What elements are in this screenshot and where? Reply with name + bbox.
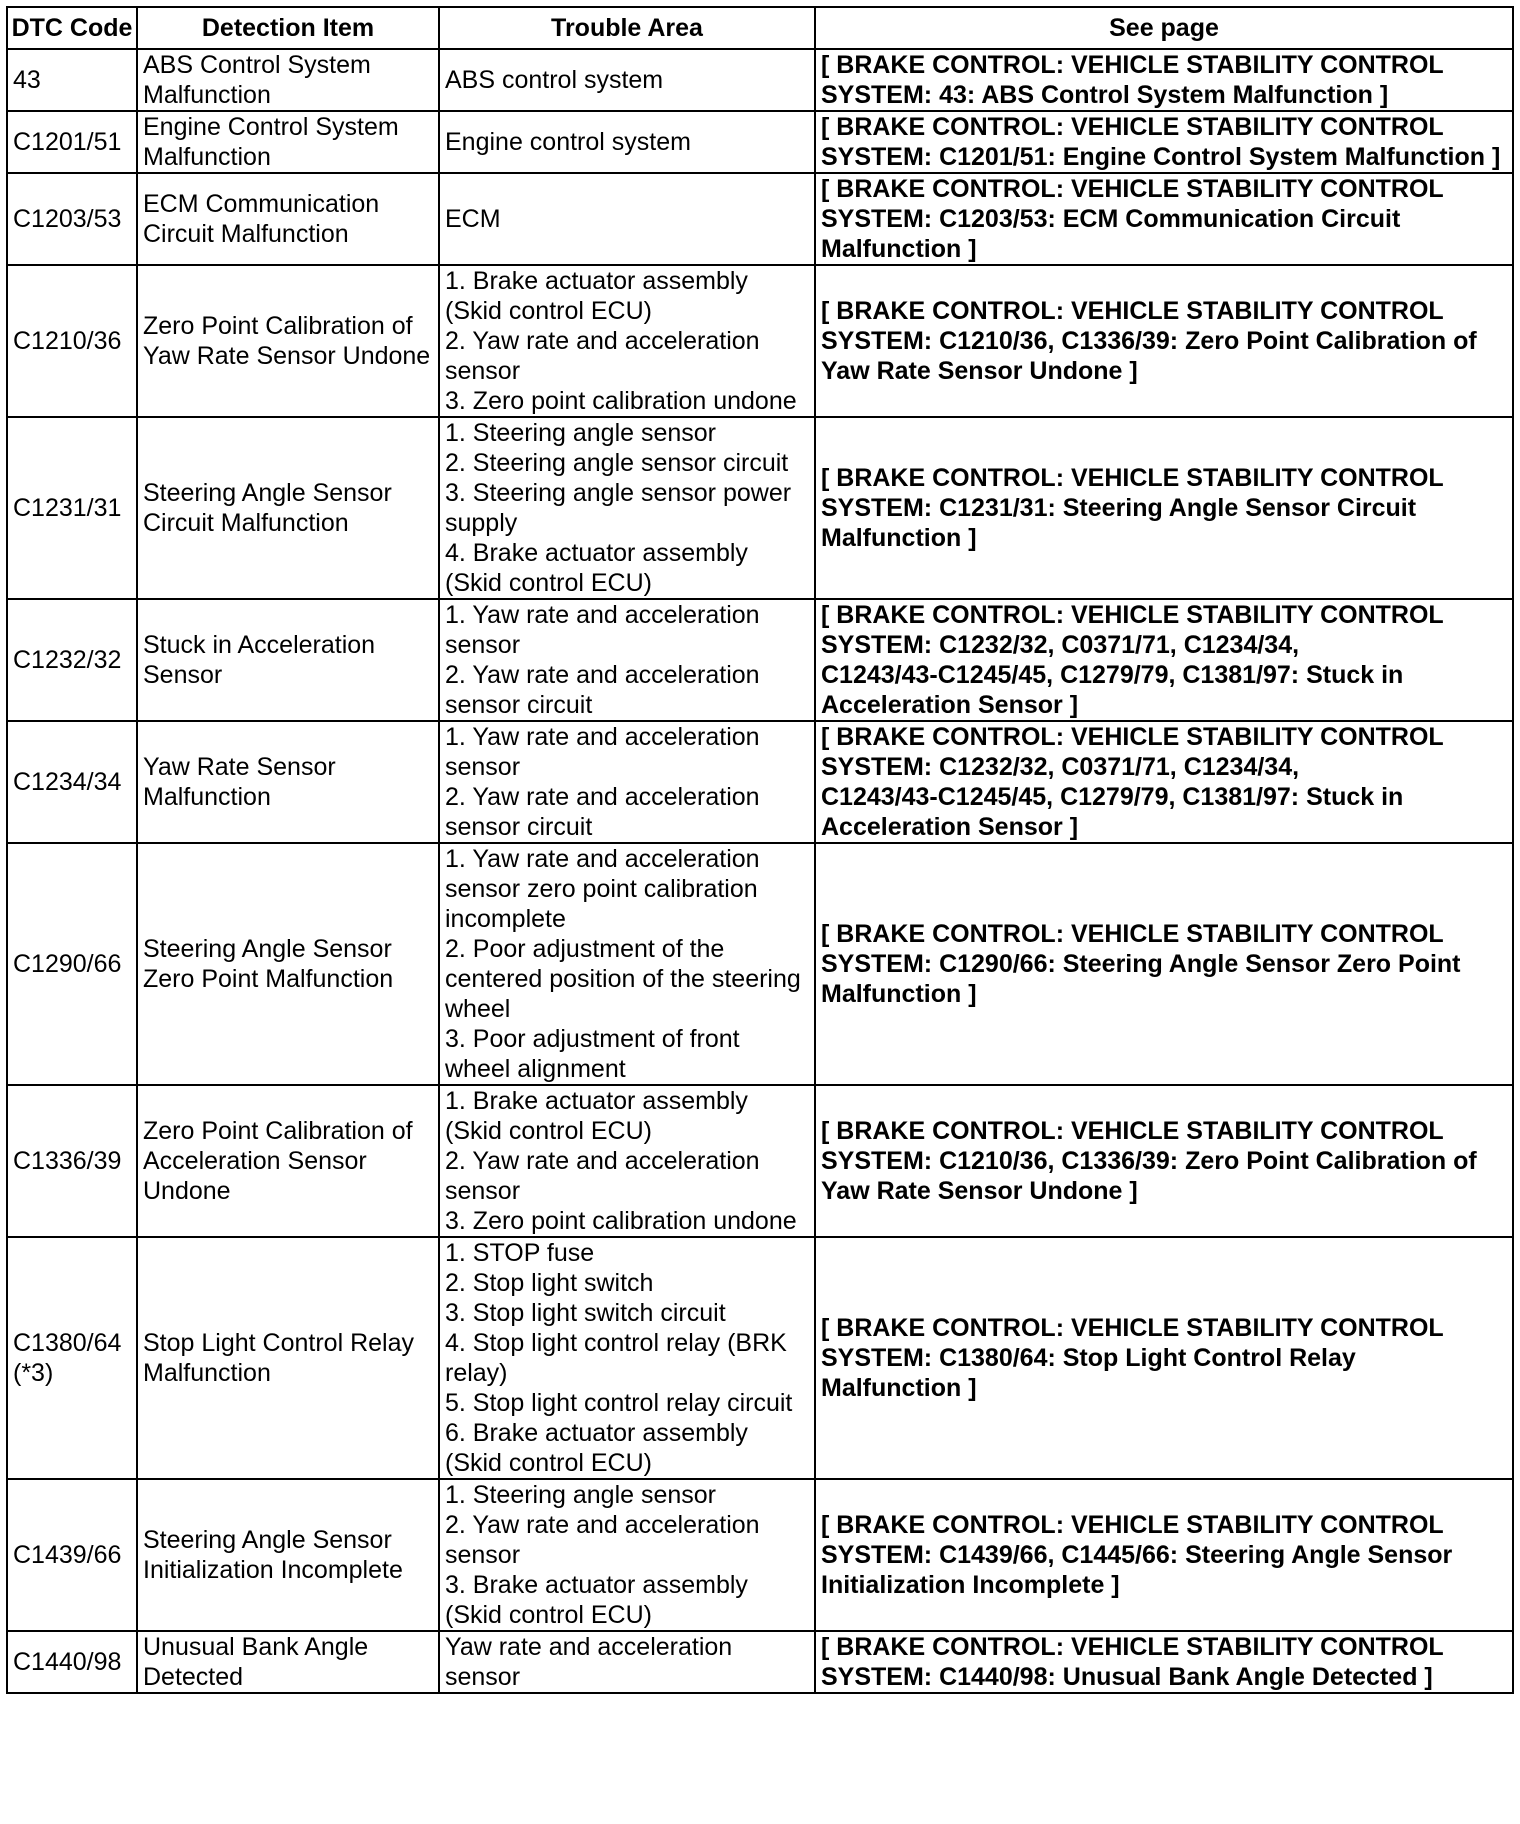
trouble-area-cell: 1. Yaw rate and acceleration sensor zero point calibration incomplete 2. Poor adjustment of the centered position of the steering wheel 3. Poor adjustment of front wheel alignment [439,843,815,1085]
detection-item-cell: Steering Angle Sensor Circuit Malfunction [137,417,439,599]
table-row [7,173,1513,265]
table-body [7,49,1513,1693]
trouble-area-cell: 1. Steering angle sensor 2. Steering angle sensor circuit 3. Steering angle sensor power supply 4. Brake actuator assembly (Skid control ECU) [439,417,815,599]
dtc-code-cell: C1440/98 [7,1631,137,1693]
dtc-code-cell: 43 [7,49,137,111]
table-row [7,265,1513,417]
see-page-cell: [ BRAKE CONTROL: VEHICLE STABILITY CONTROL SYSTEM: C1232/32, C0371/71, C1234/34, C1243/43-C1245/45, C1279/79, C1381/97: Stuck in Acceleration Sensor ] [815,721,1513,843]
dtc-code-cell: C1234/34 [7,721,137,843]
see-page-cell: [ BRAKE CONTROL: VEHICLE STABILITY CONTROL SYSTEM: C1439/66, C1445/66: Steering Angle Sensor Initialization Incomplete ] [815,1479,1513,1631]
dtc-code-cell: C1290/66 [7,843,137,1085]
see-page-cell: [ BRAKE CONTROL: VEHICLE STABILITY CONTROL SYSTEM: C1210/36, C1336/39: Zero Point Calibration of Yaw Rate Sensor Undone ] [815,265,1513,417]
dtc-code-cell: C1232/32 [7,599,137,721]
header-trouble-area: Trouble Area [439,7,815,49]
trouble-area-cell: 1. STOP fuse 2. Stop light switch 3. Stop light switch circuit 4. Stop light control relay (BRK relay) 5. Stop light control relay circuit 6. Brake actuator assembly (Skid control ECU) [439,1237,815,1479]
detection-item-cell: Zero Point Calibration of Yaw Rate Sensor Undone [137,265,439,417]
dtc-code-cell: C1201/51 [7,111,137,173]
table-row [7,1631,1513,1693]
detection-item-cell: ABS Control System Malfunction [137,49,439,111]
dtc-table [6,6,1514,1694]
trouble-area-cell: 1. Yaw rate and acceleration sensor 2. Yaw rate and acceleration sensor circuit [439,599,815,721]
header-row [7,7,1513,49]
see-page-cell: [ BRAKE CONTROL: VEHICLE STABILITY CONTROL SYSTEM: C1203/53: ECM Communication Circuit Malfunction ] [815,173,1513,265]
trouble-area-cell: Engine control system [439,111,815,173]
table-header [7,7,1513,49]
table-row [7,1479,1513,1631]
table-row [7,843,1513,1085]
detection-item-cell: ECM Communication Circuit Malfunction [137,173,439,265]
see-page-cell: [ BRAKE CONTROL: VEHICLE STABILITY CONTROL SYSTEM: C1440/98: Unusual Bank Angle Detected ] [815,1631,1513,1693]
detection-item-cell: Yaw Rate Sensor Malfunction [137,721,439,843]
detection-item-cell: Zero Point Calibration of Acceleration Sensor Undone [137,1085,439,1237]
dtc-code-cell: C1380/64 (*3) [7,1237,137,1479]
see-page-cell: [ BRAKE CONTROL: VEHICLE STABILITY CONTROL SYSTEM: C1231/31: Steering Angle Sensor Circuit Malfunction ] [815,417,1513,599]
see-page-cell: [ BRAKE CONTROL: VEHICLE STABILITY CONTROL SYSTEM: 43: ABS Control System Malfunction ] [815,49,1513,111]
trouble-area-cell: 1. Yaw rate and acceleration sensor 2. Yaw rate and acceleration sensor circuit [439,721,815,843]
header-detection-item: Detection Item [137,7,439,49]
see-page-cell: [ BRAKE CONTROL: VEHICLE STABILITY CONTROL SYSTEM: C1201/51: Engine Control System Malfunction ] [815,111,1513,173]
detection-item-cell: Steering Angle Sensor Zero Point Malfunction [137,843,439,1085]
see-page-cell: [ BRAKE CONTROL: VEHICLE STABILITY CONTROL SYSTEM: C1232/32, C0371/71, C1234/34, C1243/43-C1245/45, C1279/79, C1381/97: Stuck in Acceleration Sensor ] [815,599,1513,721]
dtc-code-cell: C1203/53 [7,173,137,265]
table-row [7,721,1513,843]
table-row [7,599,1513,721]
detection-item-cell: Steering Angle Sensor Initialization Incomplete [137,1479,439,1631]
trouble-area-cell: 1. Steering angle sensor 2. Yaw rate and acceleration sensor 3. Brake actuator assembly (Skid control ECU) [439,1479,815,1631]
trouble-area-cell: 1. Brake actuator assembly (Skid control ECU) 2. Yaw rate and acceleration sensor 3. Zero point calibration undone [439,265,815,417]
trouble-area-cell: 1. Brake actuator assembly (Skid control ECU) 2. Yaw rate and acceleration sensor 3. Zero point calibration undone [439,1085,815,1237]
detection-item-cell: Stuck in Acceleration Sensor [137,599,439,721]
table-row [7,417,1513,599]
dtc-code-cell: C1210/36 [7,265,137,417]
dtc-code-cell: C1231/31 [7,417,137,599]
dtc-code-cell: C1439/66 [7,1479,137,1631]
detection-item-cell: Engine Control System Malfunction [137,111,439,173]
trouble-area-cell: Yaw rate and acceleration sensor [439,1631,815,1693]
see-page-cell: [ BRAKE CONTROL: VEHICLE STABILITY CONTROL SYSTEM: C1210/36, C1336/39: Zero Point Calibration of Yaw Rate Sensor Undone ] [815,1085,1513,1237]
table-row [7,1085,1513,1237]
see-page-cell: [ BRAKE CONTROL: VEHICLE STABILITY CONTROL SYSTEM: C1290/66: Steering Angle Sensor Zero Point Malfunction ] [815,843,1513,1085]
trouble-area-cell: ABS control system [439,49,815,111]
table-row [7,1237,1513,1479]
table-row [7,49,1513,111]
detection-item-cell: Unusual Bank Angle Detected [137,1631,439,1693]
header-see-page: See page [815,7,1513,49]
table-row [7,111,1513,173]
dtc-code-cell: C1336/39 [7,1085,137,1237]
trouble-area-cell: ECM [439,173,815,265]
header-dtc-code: DTC Code [7,7,137,49]
see-page-cell: [ BRAKE CONTROL: VEHICLE STABILITY CONTROL SYSTEM: C1380/64: Stop Light Control Relay Malfunction ] [815,1237,1513,1479]
detection-item-cell: Stop Light Control Relay Malfunction [137,1237,439,1479]
